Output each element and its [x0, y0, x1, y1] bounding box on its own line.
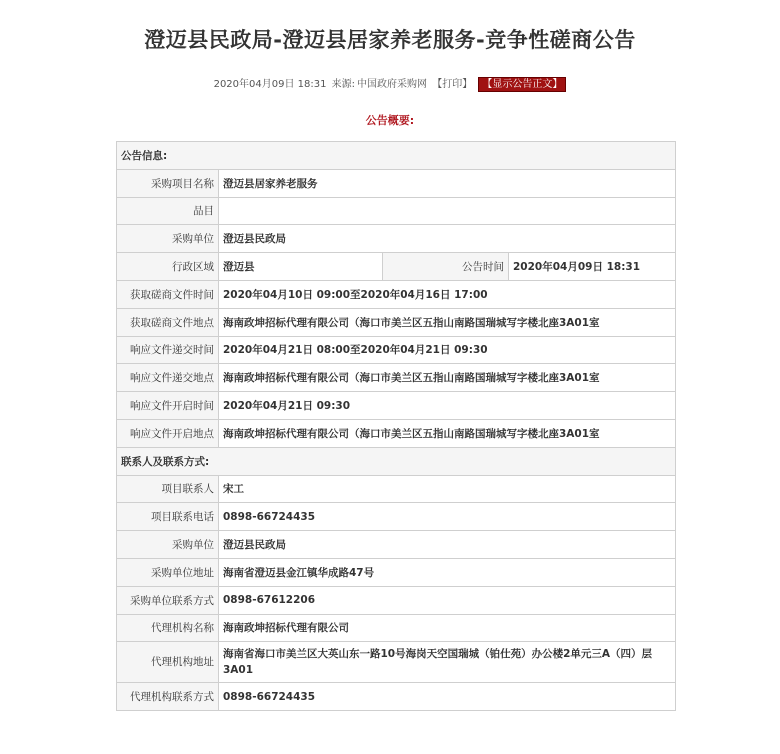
- row-label: 响应文件开启地点: [117, 419, 219, 447]
- table-row: [117, 614, 676, 642]
- table-row: [117, 280, 676, 308]
- row-value: 海南政坤招标代理有限公司（海口市美兰区五指山南路国瑞城写字楼北座3A01室: [219, 308, 676, 336]
- table-row: [117, 558, 676, 586]
- row-value: 澄迈县: [219, 253, 383, 281]
- section-info-title: 公告信息:: [117, 142, 676, 170]
- section-contact-title: 联系人及联系方式:: [117, 447, 676, 475]
- row-label: 代理机构地址: [117, 642, 219, 683]
- table-row: [117, 197, 676, 225]
- table-row: [117, 531, 676, 559]
- row-label: 响应文件开启时间: [117, 392, 219, 420]
- row-label: 项目联系人: [117, 475, 219, 503]
- row-value: 海南政坤招标代理有限公司（海口市美兰区五指山南路国瑞城写字楼北座3A01室: [219, 364, 676, 392]
- row-label: 代理机构名称: [117, 614, 219, 642]
- row-value: 2020年04月21日 08:00至2020年04月21日 09:30: [219, 336, 676, 364]
- table-row: [117, 419, 676, 447]
- table-row: [117, 225, 676, 253]
- row-label: 采购单位: [117, 225, 219, 253]
- table-row: [117, 392, 676, 420]
- row-value: 澄迈县民政局: [219, 531, 676, 559]
- row-label: 采购单位: [117, 531, 219, 559]
- row-value: 澄迈县民政局: [219, 225, 676, 253]
- publish-date: 2020年04月09日 18:31: [213, 79, 327, 90]
- row-value: [219, 197, 676, 225]
- table-row: [117, 308, 676, 336]
- announcement-table: [116, 141, 676, 711]
- row-label: 获取磋商文件地点: [117, 308, 219, 336]
- row-label: 代理机构联系方式: [117, 683, 219, 711]
- row-value: 海南政坤招标代理有限公司（海口市美兰区五指山南路国瑞城写字楼北座3A01室: [219, 419, 676, 447]
- print-link[interactable]: 【打印】: [432, 79, 473, 90]
- row-value: 海南省海口市美兰区大英山东一路10号海岗天空国瑞城（铂仕苑）办公楼2单元三A（四）层3A01: [219, 642, 676, 683]
- row-label: 响应文件递交时间: [117, 336, 219, 364]
- summary-heading: 公告概要:: [365, 114, 415, 127]
- row-label: 采购单位地址: [117, 558, 219, 586]
- show-content-button[interactable]: 【显示公告正文】: [478, 77, 566, 92]
- row-value: 海南政坤招标代理有限公司: [219, 614, 676, 642]
- row-value: 澄迈县居家养老服务: [219, 169, 676, 197]
- table-row: [117, 642, 676, 683]
- row-label: 响应文件递交地点: [117, 364, 219, 392]
- meta-line: [0, 75, 780, 92]
- table-row: [117, 683, 676, 711]
- row-value: 海南省澄迈县金江镇华成路47号: [219, 558, 676, 586]
- row-value: 2020年04月21日 09:30: [219, 392, 676, 420]
- row-value-2: 2020年04月09日 18:31: [509, 253, 676, 281]
- row-value: 0898-66724435: [219, 503, 676, 531]
- table-row: [117, 475, 676, 503]
- row-value: 2020年04月10日 09:00至2020年04月16日 17:00: [219, 280, 676, 308]
- table-row: [117, 253, 676, 281]
- row-label: 项目联系电话: [117, 503, 219, 531]
- row-label-2: 公告时间: [383, 253, 509, 281]
- source-label: 来源:: [331, 79, 356, 90]
- source-name: 中国政府采购网: [357, 79, 428, 90]
- row-label: 品目: [117, 197, 219, 225]
- row-value: 0898-67612206: [219, 586, 676, 614]
- table-row: [117, 169, 676, 197]
- page-title: 澄迈县民政局-澄迈县居家养老服务-竞争性磋商公告: [144, 28, 636, 52]
- table-row: [117, 586, 676, 614]
- table-row: [117, 503, 676, 531]
- row-label: 采购项目名称: [117, 169, 219, 197]
- row-label: 获取磋商文件时间: [117, 280, 219, 308]
- table-row: [117, 336, 676, 364]
- table-row: [117, 364, 676, 392]
- row-label: 行政区域: [117, 253, 219, 281]
- row-value: 0898-66724435: [219, 683, 676, 711]
- row-label: 采购单位联系方式: [117, 586, 219, 614]
- row-value: 宋工: [219, 475, 676, 503]
